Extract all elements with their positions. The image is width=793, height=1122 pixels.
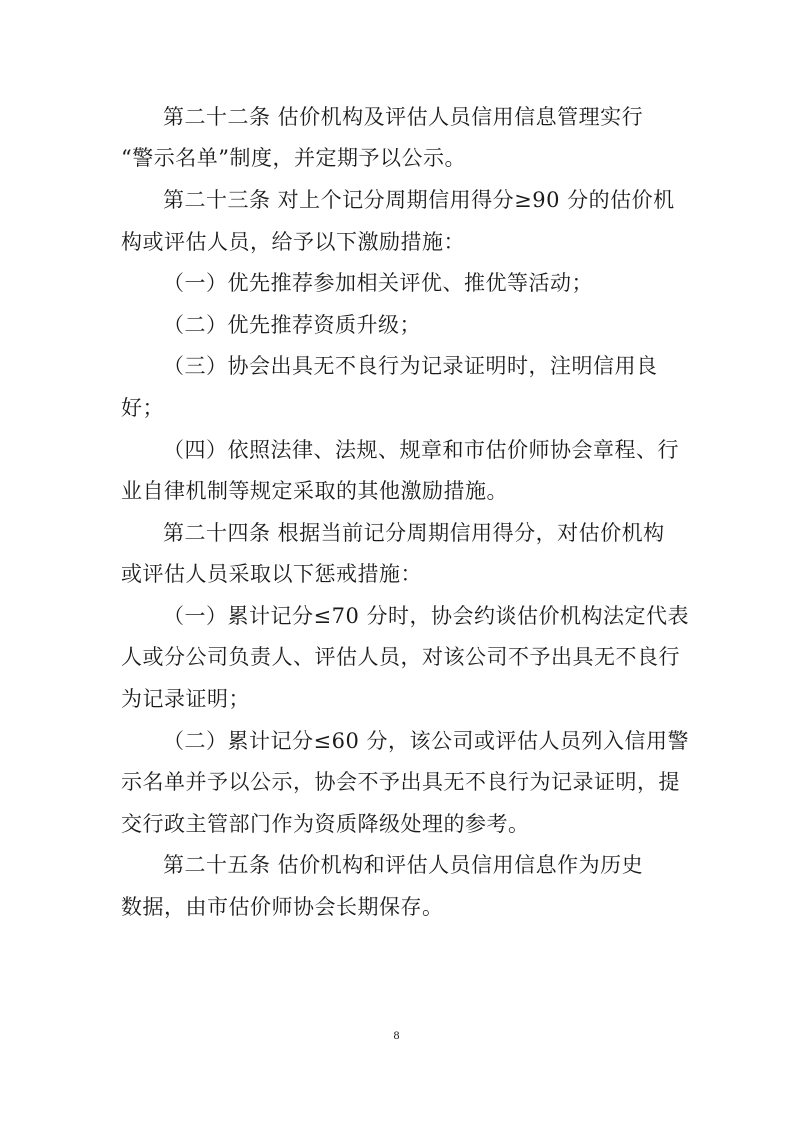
article-24-line-2: 或评估人员采取以下惩戒措施：	[121, 562, 422, 586]
article-22-line-2: “警示名单”制度，并定期予以公示。	[121, 146, 466, 170]
article-24-item-1-line-2: 人或分公司负责人、评估人员，对该公司不予出具无不良行	[121, 645, 680, 669]
article-23-item-4-line-1: （四）依照法律、法规、规章和市估价师协会章程、行	[163, 438, 679, 462]
page-number: 8	[393, 1028, 400, 1042]
article-23-item-3-line-2: 好；	[121, 396, 164, 420]
article-24-item-2-line-1: （二）累计记分≤60 分，该公司或评估人员列入信用警	[163, 729, 689, 753]
article-22-line-1: 第二十二条 估价机构及评估人员信用信息管理实行	[163, 105, 644, 129]
article-24-line-1: 第二十四条 根据当前记分周期信用得分，对估价机构	[163, 521, 665, 545]
article-23-line-2: 构或评估人员，给予以下激励措施：	[121, 230, 465, 254]
article-24-item-1-line-1: （一）累计记分≤70 分时，协会约谈估价机构法定代表	[163, 604, 689, 628]
article-23-item-3-line-1: （三）协会出具无不良行为记录证明时，注明信用良	[163, 354, 658, 378]
article-23-item-4-line-2: 业自律机制等规定采取的其他激励措施。	[121, 479, 508, 503]
article-25-line-1: 第二十五条 估价机构和评估人员信用信息作为历史	[163, 853, 644, 877]
article-23-line-1: 第二十三条 对上个记分周期信用得分≥90 分的估价机	[163, 188, 675, 212]
article-24-item-2-line-2: 示名单并予以公示，协会不予出具无不良行为记录证明，提	[121, 770, 680, 794]
article-24-item-2-line-3: 交行政主管部门作为资质降级处理的参考。	[121, 812, 530, 836]
article-23-item-1: （一）优先推荐参加相关评优、推优等活动；	[163, 271, 593, 295]
article-24-item-1-line-3: 为记录证明；	[121, 687, 250, 711]
article-23-item-2: （二）优先推荐资质升级；	[163, 313, 421, 337]
article-25-line-2: 数据，由市估价师协会长期保存。	[121, 895, 444, 919]
